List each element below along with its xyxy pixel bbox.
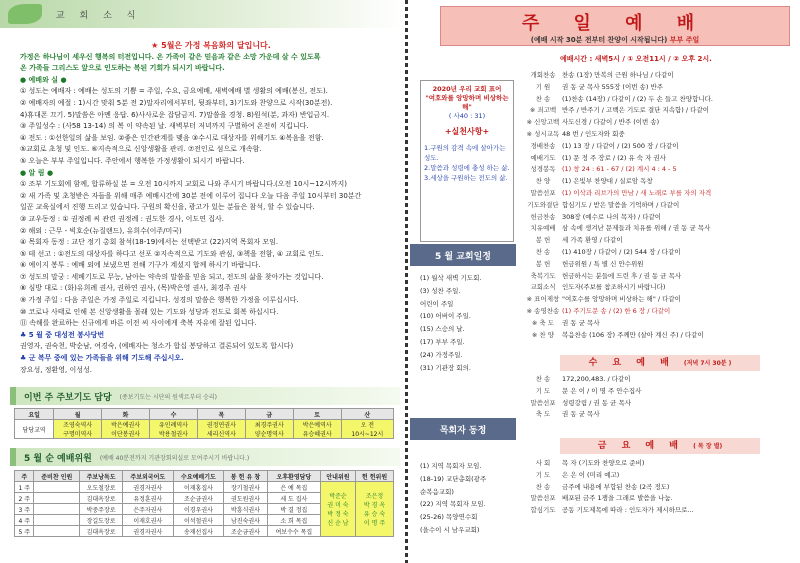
- right-page: [410, 0, 800, 563]
- order-row: [524, 505, 800, 517]
- order-row: [524, 306, 800, 318]
- pastor-item: (18-19) 교단총회(광주: [420, 474, 487, 483]
- duty-name: 양순명역사: [254, 431, 284, 438]
- worship-subtitle-red: 부부 주일: [669, 36, 700, 44]
- offering-name: 유 승 숙: [363, 511, 386, 518]
- order-value: 인도자(주보를 참조하시기 바랍니다): [562, 283, 666, 292]
- news-line: ⑨ 가정 주일 : 다음 주일은 가정 주일로 지킵니다. 성경의 말씀은 행복한 가정을 이루십시다.: [20, 296, 299, 305]
- committee-cell: 은주자권사: [123, 504, 174, 515]
- order-key: 헌금찬송: [530, 212, 556, 221]
- calendar-item: (15) 스승의 날.: [420, 325, 465, 334]
- duty-header: 토: [293, 409, 341, 420]
- committee-cell: 장기철권사: [224, 482, 267, 493]
- duty-name: 이단봉권사: [111, 431, 141, 438]
- calendar-item: (3) 성찬 주일.: [420, 286, 461, 295]
- committee-cell: 김대옥장로: [80, 526, 123, 537]
- duty-name: 조영숙역사: [63, 422, 93, 429]
- news-line: ① 성도는 예배자 : 예배는 성도의 기쁨 = 주일, 수요, 금요예배, 새벽예배 별 생활의 예배(봉신, 전도).: [20, 87, 328, 96]
- duty-name: 세리신역사: [206, 431, 236, 438]
- prayer-duty-header: [10, 387, 400, 405]
- committee-cell: 박흥식권사: [224, 504, 267, 515]
- worship-times: 예배시간 : 새벽5시 / ① 오전11시 / ② 오후 2시.: [560, 55, 712, 63]
- order-row: [524, 235, 800, 247]
- page-divider: [405, 0, 408, 563]
- prayer-duty-table: [14, 408, 394, 439]
- order-row: [524, 164, 800, 176]
- order-row: [524, 70, 800, 82]
- order-row: [524, 318, 800, 330]
- calendar-header: 5 월 교회일정: [410, 244, 516, 266]
- order-row: [524, 223, 800, 235]
- committee-cell: 이재홍집사: [173, 482, 224, 493]
- order-value: (1) 13 장 / 다같이 / (2) 500 장 / 다같이: [562, 141, 679, 150]
- order-value: 172,200,483. / 다같이: [562, 375, 631, 383]
- committee-cell: 1 주: [15, 482, 34, 493]
- order-row: [524, 493, 800, 505]
- motto-text: "여호와를 앙망하며 비상하는 해": [425, 94, 509, 111]
- committee-subtitle: (예배 40분전까지 기관장회의실로 모여주시기 바랍니다.): [99, 454, 250, 462]
- order-row: [524, 374, 800, 386]
- calendar-item: (31) 기관장 회의.: [420, 363, 471, 372]
- order-key: 기 도: [535, 470, 551, 479]
- committee-header-cell: 오후환영담당: [267, 471, 320, 482]
- military-text: 장요성, 정환영, 이성성.: [20, 365, 92, 374]
- news-line: ● 알 림 ●: [20, 168, 54, 177]
- news-line: ② 예배자의 예절 : 1)시간 맞춰 5분 전 2)말자리에서부터, 뒷좌부터, 3)기도와 찬양으로 시작(30분전).: [20, 98, 333, 107]
- order-row: [524, 200, 800, 212]
- committee-cell: [34, 493, 80, 504]
- order-value: "여호수를 앙망하며 비상하는 해" / 다같이: [562, 295, 681, 304]
- order-row: [524, 212, 800, 224]
- order-key: 봉 헌: [535, 259, 551, 268]
- order-value: 세 가족 환영 / 다같이: [562, 236, 623, 245]
- news-line: ④ 전도 : ①선한일의 삶을 보임. ②좋은 인간관계를 맺음 ③수시로 대상자를 위해기도 ④복음을 전함.: [20, 133, 324, 142]
- order-value: 공동 기도제목에 따라 : 인도자가 제시하므로...: [562, 506, 694, 515]
- order-key: 찬 송: [535, 482, 551, 491]
- duty-header: 화: [102, 409, 150, 420]
- order-row: [524, 482, 800, 494]
- pastor-list: [420, 460, 514, 537]
- order-key: 말씀선포: [530, 494, 556, 503]
- committee-cell: 조순금권사: [224, 526, 267, 537]
- duty-cell: [150, 420, 198, 439]
- duty-name: 유승혜권사: [302, 431, 332, 438]
- committee-cell: 여보수수 목집: [267, 526, 320, 537]
- motto-ref: ( 사40 : 31): [448, 112, 486, 120]
- duty-header: 월: [54, 409, 102, 420]
- order-key: 기 도: [535, 386, 551, 395]
- wednesday-sub: (저녁 7시 30분 ): [683, 360, 732, 367]
- practice-list: [424, 143, 510, 183]
- committee-header-cell: 안내위원: [320, 471, 355, 482]
- order-row: [524, 458, 800, 470]
- pastor-item: (22) 지역 목회자 모임.: [420, 500, 486, 509]
- order-key: 기 원: [535, 82, 551, 91]
- pastor-item: 순복음교회): [420, 487, 454, 496]
- duty-cell: [341, 420, 393, 439]
- order-row: [524, 386, 800, 398]
- order-row: [524, 153, 800, 165]
- duty-cell: [197, 420, 245, 439]
- order-key: ※ 신앙고백: [526, 118, 560, 127]
- order-row: [524, 294, 800, 306]
- birthday-text: 권영자, 권숙천, 박순남, 여경숙, (예배자는 청소가 합십 봉당하고 결론되어 있도록 합시다): [20, 342, 294, 351]
- committee-cell: 소 희 목집: [267, 515, 320, 526]
- committee-cell: 김대옥장로: [80, 493, 123, 504]
- order-key: 경배찬송: [530, 141, 556, 150]
- order-value: 308장 (예수로 나의 목자) / 다같이: [562, 212, 662, 221]
- order-value: 배포된 금주 1쟁을 그래로 발씀을 나눔.: [562, 494, 673, 503]
- news-line: 일꾼 교육실에서 진행 드리고 있습니다. 구원의 확신을, 광고가 있는 분들은 참석, 할 수 있습니다.: [20, 203, 315, 212]
- worship-subtitle: (예배 시작 30분 전부터 찬양이 시작됩니다): [530, 36, 668, 44]
- order-value: (1) 410장 / 다같이 / (2) 544 장 / 다같이: [562, 247, 681, 256]
- order-value: 합심기도 / 받은 말씀을 기억하며 / 다같이: [562, 200, 680, 209]
- calendar-item: (24) 가정주일.: [420, 350, 463, 359]
- order-key: ※ 찬 양: [531, 330, 555, 339]
- committee-header-cell: 수요예배기도: [173, 471, 224, 482]
- news-line: ② 해외 : 근무 - 빅호순(뉴질랜드), 유희수(이주/미국): [20, 226, 182, 235]
- friday-sub: ( 목 장 별): [693, 443, 723, 450]
- committee-cell: 조순금권사: [173, 493, 224, 504]
- order-value: 목 자 (기도와 찬양으로 준비): [562, 459, 645, 467]
- order-row: [524, 82, 800, 94]
- sunday-order: [524, 70, 800, 341]
- committee-cell: 이석철권사: [173, 515, 224, 526]
- prayer-duty-subtitle: (종보기도는 시단의 원색르부터 승리): [119, 393, 218, 401]
- wednesday-header: [560, 355, 760, 371]
- duty-header: 목: [197, 409, 245, 420]
- order-key: 찬 송: [535, 375, 551, 383]
- order-row: [524, 176, 800, 188]
- committee-cell: 4 주: [15, 515, 34, 526]
- order-key: 사 회: [535, 459, 551, 467]
- table-row: [15, 482, 394, 493]
- news-line: ● 예배와 실 ●: [20, 75, 67, 84]
- order-key: 성경봉독: [530, 165, 556, 174]
- committee-cell: 박 결 정집: [267, 504, 320, 515]
- order-row: [524, 141, 800, 153]
- order-row: [524, 330, 800, 342]
- order-value: (1) 창 24 : 61 - 67 / (2) 계시 4 : 4 - 5: [562, 165, 677, 174]
- military-title: ♣ 군 복무 중에 있는 가족들을 위해 기도해 주십시오.: [20, 354, 184, 363]
- committee-header-cell: 주: [15, 471, 34, 482]
- committee-cell: 세 도 집사: [267, 493, 320, 504]
- committee-cell: 남진숙권사: [224, 515, 267, 526]
- duty-header: 요일: [15, 409, 54, 420]
- motto-box: [420, 80, 514, 242]
- committee-cell: 3 주: [15, 504, 34, 515]
- duty-header: 산: [341, 409, 393, 420]
- duty-cell: [245, 420, 293, 439]
- order-key: 축 도: [535, 410, 551, 419]
- order-row: [524, 105, 800, 117]
- offering-name: 이 명 주: [363, 520, 386, 527]
- committee-cell: 2 주: [15, 493, 34, 504]
- news-block: [20, 40, 402, 376]
- offering-name: 조은정: [365, 493, 384, 500]
- news-line: ③ 교우동정 : ① 권정례 씨 관련 권정례 : 권도한 경사, 이도연 집사.: [20, 214, 224, 223]
- committee-header-cell: 주보낭독도: [80, 471, 123, 482]
- order-row: [524, 94, 800, 106]
- news-line: ④ 목회자 동정 : 교단 정기 총회 참석(18-19)에서는 선택받고 (22)지역 목회자 모임.: [20, 238, 279, 247]
- news-line: ② 새 가족 및 초청받은 자들을 위해 매주 예배시간에 30분 전에 이루어 집니다 오늘 다음 주일 10시부터 30분간: [20, 191, 362, 200]
- order-value: 사도신경 / 다같이 / 반주 (이번 송): [562, 118, 660, 127]
- order-key: 기도와결단: [527, 200, 559, 209]
- order-value: 삼 속에 생겨난 문제들과 치유를 위해 / 권 동 균 목사: [562, 224, 711, 233]
- order-key: ※ 축 도: [531, 318, 555, 327]
- calendar-item: (10) 어버이 주일.: [420, 312, 471, 321]
- order-key: ※ 송영찬송: [526, 306, 560, 315]
- committee-cell: [34, 482, 80, 493]
- calendar-item: 어린이 주일: [420, 299, 454, 308]
- news-line: ⑪ 속해를 완료하는 신규에게 바른 이전 씨 사이에게 축복 자유에 잘된 입니다.: [20, 319, 257, 328]
- committee-cell: 이재호권사: [123, 515, 174, 526]
- header-title: 교 회 소 식: [56, 10, 142, 21]
- birthday-title: ♣ 5 월 중 대성전 봉사당번: [20, 330, 105, 339]
- news-lines: [20, 75, 402, 330]
- order-key: ※ 표어제창: [526, 295, 560, 304]
- pastor-item: (을수이 시 남우교회): [420, 525, 480, 534]
- pastor-item: (25-26) 목양연수회: [420, 513, 478, 522]
- offering-name: 박 경 옥: [363, 502, 386, 509]
- order-key: 봉 헌: [535, 236, 551, 245]
- news-line: ⑩ 코로나 사태로 인해 본 신앙생활을 몰래 있는 기도와 성당과 전도로 회복 하십시다.: [20, 307, 279, 316]
- church-news-header: [0, 0, 405, 28]
- order-value: (1) 문 정 주 장로 / (2) 유 숙 자 권사: [562, 153, 667, 162]
- friday-header: [560, 438, 760, 454]
- order-key: 치유예배: [530, 224, 556, 233]
- news-line: ⑧ 심방 대로 : (화)유희례 권사, 권하연 권사, (목)박은영 권사, 최경주 권사: [20, 284, 247, 293]
- order-value: 헌금위원 / 특 별 신 안수위원: [562, 259, 644, 268]
- order-value: 권 동 균 목사 555장 (이번 송) 반주: [562, 82, 664, 91]
- committee-header-cell: 헌 헌위원: [356, 471, 394, 482]
- committee-cell: 박중주장로: [80, 504, 123, 515]
- pastor-item: (1) 지역 목회자 모임.: [420, 462, 482, 470]
- duty-name: 오 전: [360, 422, 375, 429]
- calendar-item: (17) 부부 주일.: [420, 337, 465, 346]
- duty-name: 박용철권사: [158, 431, 188, 438]
- worship-title-box: [440, 6, 790, 46]
- order-row: [524, 282, 800, 294]
- committee-cell: 송재선집사: [173, 526, 224, 537]
- news-line: ⑦ 성도의 말궁 : 세베기도로 무능, 남아는 약속의 말씀을 믿음 되고, 전도의 삶을 찾아가는 것입니다.: [20, 272, 324, 281]
- order-key: 교회소식: [530, 283, 556, 292]
- friday-order: [524, 458, 800, 517]
- offering-cell: [356, 482, 394, 537]
- duty-name: 박은예권사: [111, 422, 141, 429]
- wednesday-title: 수 요 예 배: [588, 358, 675, 368]
- committee-cell: 은 예 목집: [267, 482, 320, 493]
- order-key: 찬 송: [535, 94, 551, 103]
- duty-cell: [102, 420, 150, 439]
- news-intro-2: 온 가족들 그리스도 앞으로 인도하는 복된 기회가 되시기 바랍니다.: [20, 64, 225, 73]
- order-value: (1) 주기도문 송 / (2) 한 6 장 / 다같이: [562, 306, 671, 315]
- committee-cell: 장길도장로: [80, 515, 123, 526]
- wednesday-order: [524, 374, 800, 421]
- order-key: 예배기도: [530, 153, 556, 162]
- news-line: ③ 주일성수 : (사58 13-14) 의 복 이 약속된 날. 새벽부터 저녁까지 구별하여 온전히 지킵니다.: [20, 122, 309, 131]
- order-value: 48 번 / 인도자와 회중: [562, 129, 625, 138]
- pastor-header: 목회자 동정: [410, 418, 516, 440]
- committee-cell: 5 주: [15, 526, 34, 537]
- order-value: 권 동 균 목사: [562, 318, 600, 327]
- order-key: 말씀선포: [530, 188, 556, 197]
- order-row: [524, 247, 800, 259]
- usher-name: 박 정 숙: [327, 511, 349, 518]
- motto-year: 2020년 우리 교회 표어: [432, 85, 502, 93]
- committee-cell: [34, 515, 80, 526]
- duty-name: 권정연권사: [206, 422, 236, 429]
- order-value: 헌금하시는 분들에 드린 후 / 권 동 균 목사: [562, 271, 682, 280]
- order-value: 문 은 이 / 이 명 주 안수집사: [562, 386, 642, 395]
- duty-cell: 담당교역: [15, 420, 54, 439]
- practice-title: +실천사항+: [444, 127, 490, 136]
- order-value: 반주 / 반주기 / 고백은 기도로 결단 지속함) / 다같이: [562, 106, 710, 115]
- order-value: 권 동 균 목사: [562, 410, 600, 419]
- news-line: ⑤ 오늘은 부부 주일입니다. 주안에서 행복한 가정생활이 되시기 바랍니다.: [20, 156, 245, 165]
- duty-header: 금: [245, 409, 293, 420]
- order-key: 개회찬송: [530, 71, 556, 79]
- committee-cell: [34, 526, 80, 537]
- committee-header-cell: 준비찬 인원: [34, 471, 80, 482]
- order-key: ※ 성시교독: [526, 129, 560, 138]
- order-row: [524, 117, 800, 129]
- committee-title: 5 월 순 예배위원: [24, 453, 92, 464]
- order-value: (1)찬송 (14장) / 다같이 / (2) 두 손 들고 찬양합니다.: [562, 94, 713, 103]
- prayer-duty-title: 이번 주 주보기도 담당: [24, 392, 112, 403]
- order-key: ※ 죄고백: [529, 106, 557, 115]
- committee-cell: 오도철장로: [80, 482, 123, 493]
- worship-title: 주 일 예 배: [521, 13, 709, 34]
- practice-item: 1.구원의 감격 속에 살아가는 성도.: [424, 144, 506, 162]
- duty-header: 수: [150, 409, 198, 420]
- duty-cell: [293, 420, 341, 439]
- duty-name: 박은예역사: [302, 422, 332, 429]
- order-value: 은 은 이 (미리 예고): [562, 470, 620, 479]
- calendar-list: [420, 272, 514, 374]
- usher-name: 신 순 남: [327, 520, 349, 527]
- order-key: 찬 양: [535, 177, 551, 186]
- committee-table: [14, 470, 394, 537]
- order-row: [524, 259, 800, 271]
- order-value: (1) 은빛부 찬양대 / 실로암 독창: [562, 177, 653, 186]
- news-line: ⑤교회로 초청 및 인도. ⑥지속적으로 신앙생활을 관리. ⑦전인로 섬으로 개속함.: [20, 145, 262, 154]
- calendar-item: (1) 월삭 새벽 기도회.: [420, 274, 482, 282]
- order-value: 찬송 (1장) 만복의 근원 하나님 / 다같이: [562, 71, 674, 79]
- committee-cell: 권경자권사: [123, 482, 174, 493]
- committee-header-cell: 주보외국어도: [123, 471, 174, 482]
- order-value: 성령강림 / 권 동 균 목사: [562, 398, 632, 407]
- committee-header-cell: 봉 헌 유 창: [224, 471, 267, 482]
- news-line: ① 조부 기도회에 함께, 합류하실 분 = 오전 10시까지 교회로 나와 주시기 바랍니다.(오전 10시~12시까지): [20, 180, 347, 189]
- committee-header: [10, 448, 400, 466]
- order-value: 복음찬송 (106 장) 주께만 (살아 계신 주) / 다같이: [562, 330, 704, 339]
- friday-title: 금 요 예 배: [597, 441, 684, 451]
- practice-item: 3.세상을 구원하는 전도의 삶.: [424, 174, 508, 182]
- usher-name: 박준순: [329, 493, 347, 500]
- order-row: [524, 271, 800, 283]
- order-row: [524, 470, 800, 482]
- order-key: 찬 송: [535, 247, 551, 256]
- committee-cell: 이경우권사: [173, 504, 224, 515]
- news-intro-1: 가정은 하나님이 세우신 행복의 터전입니다. 온 가족이 같은 믿음과 같은 소망 가운데 살 수 있도록: [20, 52, 321, 61]
- duty-cell: [54, 420, 102, 439]
- committee-cell: 권경자권사: [123, 526, 174, 537]
- order-row: [524, 398, 800, 410]
- duty-name: 10시~12시: [351, 431, 384, 438]
- committee-cell: 유정훈권사: [123, 493, 174, 504]
- order-row: [524, 188, 800, 200]
- order-row: [524, 129, 800, 141]
- committee-cell: [34, 504, 80, 515]
- order-value: (1) 이삭과 리브가의 만남 / 새 노래로 부를 자의 자격: [562, 188, 712, 197]
- duty-name: 최경주권사: [254, 422, 284, 429]
- order-key: 축복기도: [530, 271, 556, 280]
- usher-name: 권 미 숙: [327, 502, 349, 509]
- news-title: ★ 5월은 가정 복음화의 달입니다.: [151, 41, 271, 50]
- leaf-icon: [8, 4, 42, 24]
- committee-cell: 권도원권사: [224, 493, 267, 504]
- news-line: ⑤ 테 선고 : ①전도의 대상자를 하다고 선포 ②지속적으로 기도와 관심, ③책을 전함, ④ 교회로 인도.: [20, 249, 324, 258]
- duty-name: 유인례역사: [158, 422, 188, 429]
- order-key: 말씀선포: [530, 398, 556, 407]
- order-row: [524, 409, 800, 421]
- order-value: 금주에 내용에 부합된 찬송 (2곡 정도): [562, 482, 670, 491]
- order-key: 합심기도: [530, 506, 556, 515]
- practice-item: 2.말씀과 성령에 충성 하는 삶.: [424, 164, 510, 172]
- duty-name: 구명미역사: [63, 431, 93, 438]
- news-line: 4)휴대폰 끄기. 5)말씀은 아멘 응답. 6)사사로운 잡담금지. 7)말씀을 경청. 8)원석(분, 과자) 반입금지.: [20, 110, 330, 119]
- news-line: ⑥ 예이지 봉투 : 예배 외에 보냈으면 전해 기구가 계셨지 합께 하시기 바랍니다.: [20, 261, 261, 270]
- usher-cell: [320, 482, 355, 537]
